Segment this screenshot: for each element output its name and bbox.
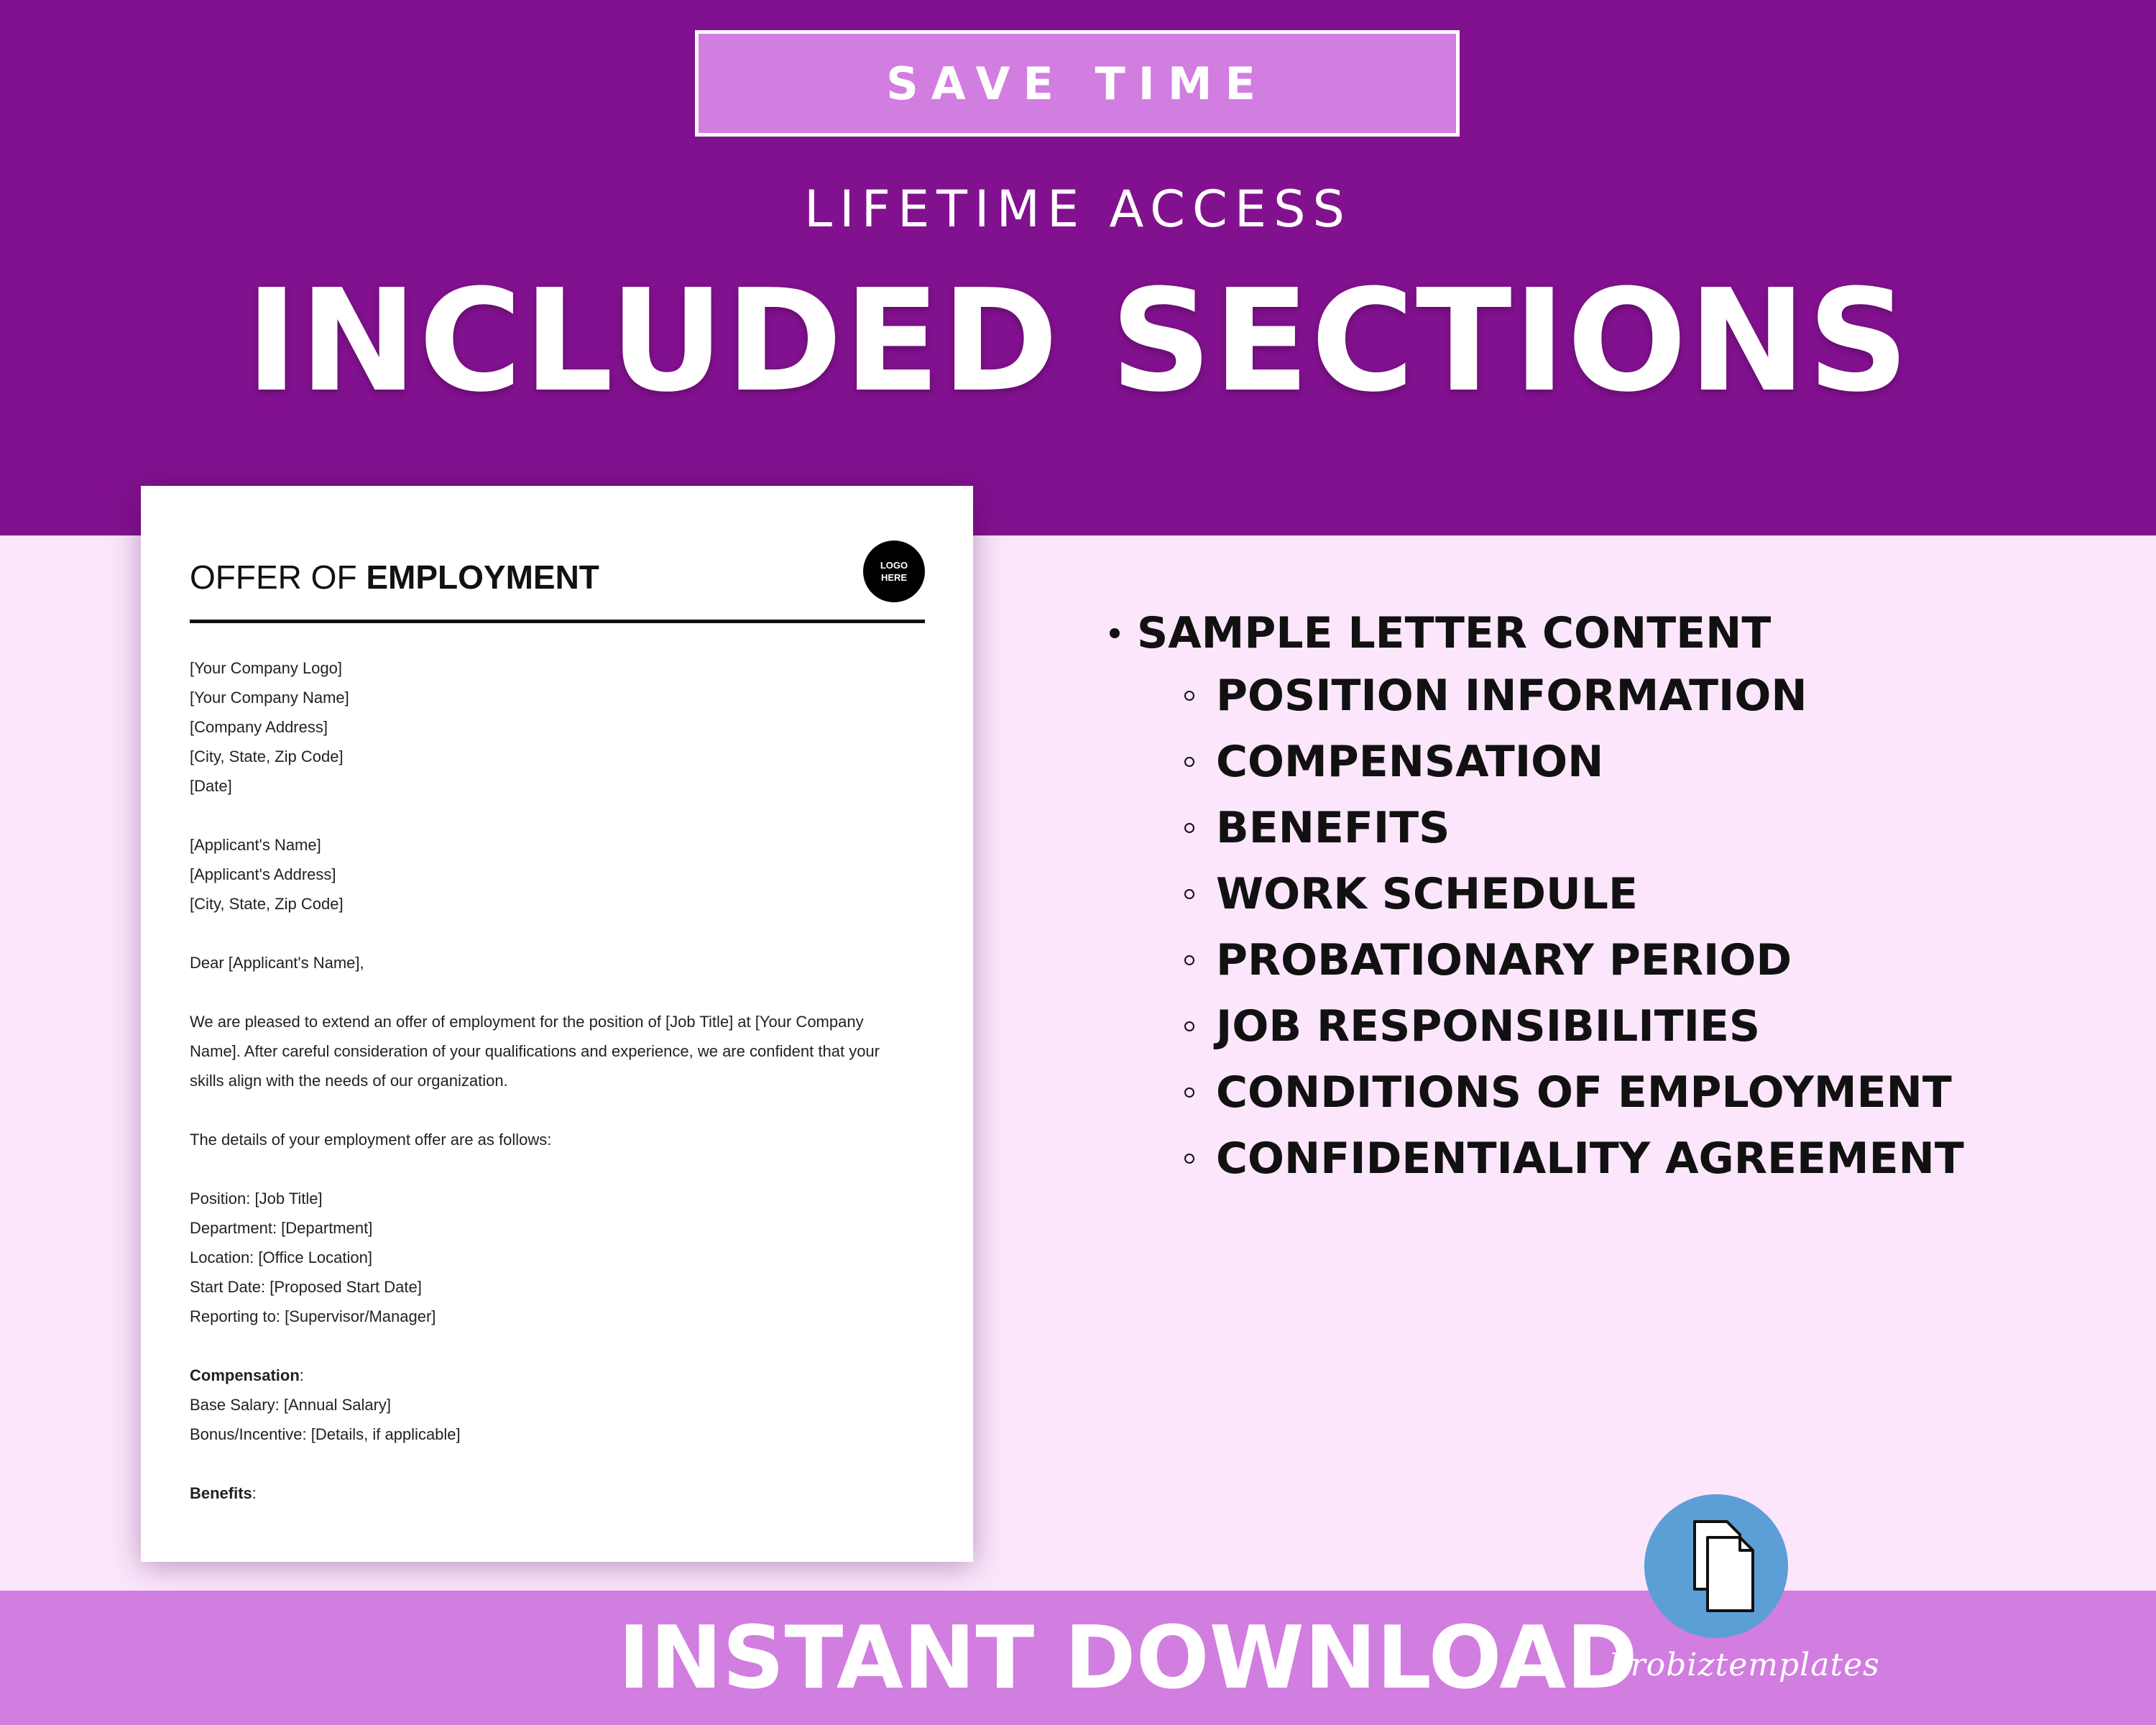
section-subitems	[1184, 663, 2142, 1192]
circle-bullet-icon	[1184, 691, 1194, 701]
brand-logo-circle	[1644, 1494, 1788, 1638]
doc-line: [Your Company Name]	[190, 689, 349, 707]
doc-line: [Date]	[190, 777, 232, 795]
doc-line: Position: [Job Title]	[190, 1190, 323, 1208]
doc-spacer	[190, 919, 916, 948]
circle-bullet-icon	[1184, 1021, 1194, 1031]
document-preview	[141, 486, 973, 1562]
section-main-label: SAMPLE LETTER CONTENT	[1137, 608, 1772, 658]
section-item-label: COMPENSATION	[1216, 737, 1604, 787]
doc-spacer	[190, 1154, 916, 1184]
section-item	[1184, 993, 2142, 1059]
section-item	[1184, 1059, 2142, 1126]
section-item-label: JOB RESPONSIBILITIES	[1216, 1001, 1761, 1052]
doc-line: Bonus/Incentive: [Details, if applicable]	[190, 1425, 461, 1443]
doc-line: [City, State, Zip Code]	[190, 895, 344, 913]
doc-spacer	[190, 801, 916, 830]
doc-line: Location: [Office Location]	[190, 1248, 372, 1266]
lifetime-access-subtitle: LIFETIME ACCESS	[804, 180, 1352, 239]
section-item	[1184, 663, 2142, 729]
section-item	[1184, 729, 2142, 795]
bullet-icon	[1110, 628, 1120, 638]
circle-bullet-icon	[1184, 823, 1194, 833]
doc-line: Dear [Applicant's Name],	[190, 954, 364, 972]
doc-line: We are pleased to extend an offer of employment for the position of [Job Title] at [Your Company	[190, 1013, 864, 1031]
instant-download-label: INSTANT DOWNLOAD	[618, 1609, 1638, 1708]
circle-bullet-icon	[1184, 955, 1194, 965]
circle-bullet-icon	[1184, 1154, 1194, 1164]
documents-icon	[1644, 1494, 1788, 1638]
circle-bullet-icon	[1184, 1087, 1194, 1098]
section-item	[1184, 1126, 2142, 1192]
doc-spacer	[190, 978, 916, 1007]
doc-line: skills align with the needs of our organization.	[190, 1072, 508, 1090]
included-sections-list	[1107, 604, 2142, 1192]
save-time-badge	[695, 30, 1460, 137]
doc-line: [City, State, Zip Code]	[190, 748, 344, 765]
benefits-colon: :	[252, 1484, 257, 1502]
doc-line: Base Salary: [Annual Salary]	[190, 1396, 392, 1414]
document-title	[190, 558, 599, 597]
section-item	[1184, 795, 2142, 861]
doc-line: [Applicant's Address]	[190, 865, 336, 883]
save-time-label: SAVE TIME	[886, 57, 1268, 110]
document-title-bold: EMPLOYMENT	[366, 558, 599, 596]
compensation-heading: Compensation	[190, 1366, 300, 1384]
section-item-label: POSITION INFORMATION	[1216, 671, 1807, 721]
section-item-label: CONDITIONS OF EMPLOYMENT	[1216, 1067, 1952, 1118]
doc-line: Department: [Department]	[190, 1219, 373, 1237]
document-body	[190, 653, 916, 1508]
compensation-colon: :	[299, 1366, 304, 1384]
circle-bullet-icon	[1184, 757, 1194, 767]
doc-spacer	[190, 1331, 916, 1361]
doc-line	[190, 1478, 916, 1508]
doc-line: [Your Company Logo]	[190, 659, 342, 677]
section-item	[1184, 927, 2142, 993]
doc-line: Reporting to: [Supervisor/Manager]	[190, 1307, 436, 1325]
doc-line: [Company Address]	[190, 718, 328, 736]
logo-placeholder	[863, 540, 925, 602]
benefits-heading: Benefits	[190, 1484, 252, 1502]
logo-placeholder-line1: LOGO	[880, 560, 908, 571]
doc-line: Start Date: [Proposed Start Date]	[190, 1278, 422, 1296]
document-title-light: OFFER OF	[190, 558, 367, 596]
section-item-label: BENEFITS	[1216, 803, 1450, 853]
document-divider	[190, 620, 925, 623]
doc-line	[190, 1361, 916, 1390]
section-item-label: WORK SCHEDULE	[1216, 869, 1638, 919]
section-item-label: PROBATIONARY PERIOD	[1216, 935, 1792, 985]
page-title: INCLUDED SECTIONS	[245, 259, 1911, 423]
doc-line: Name]. After careful consideration of your qualifications and experience, we are confident that your	[190, 1042, 880, 1060]
logo-placeholder-line2: HERE	[880, 572, 908, 583]
doc-spacer	[190, 1095, 916, 1125]
section-item	[1184, 861, 2142, 927]
doc-spacer	[190, 1449, 916, 1478]
section-item-label: CONFIDENTIALITY AGREEMENT	[1216, 1133, 1964, 1184]
circle-bullet-icon	[1184, 889, 1194, 899]
doc-line: [Applicant's Name]	[190, 836, 321, 854]
brand-name: Probiztemplates	[1608, 1647, 1880, 1683]
doc-line: The details of your employment offer are as follows:	[190, 1131, 552, 1149]
section-main-item	[1107, 604, 2142, 663]
